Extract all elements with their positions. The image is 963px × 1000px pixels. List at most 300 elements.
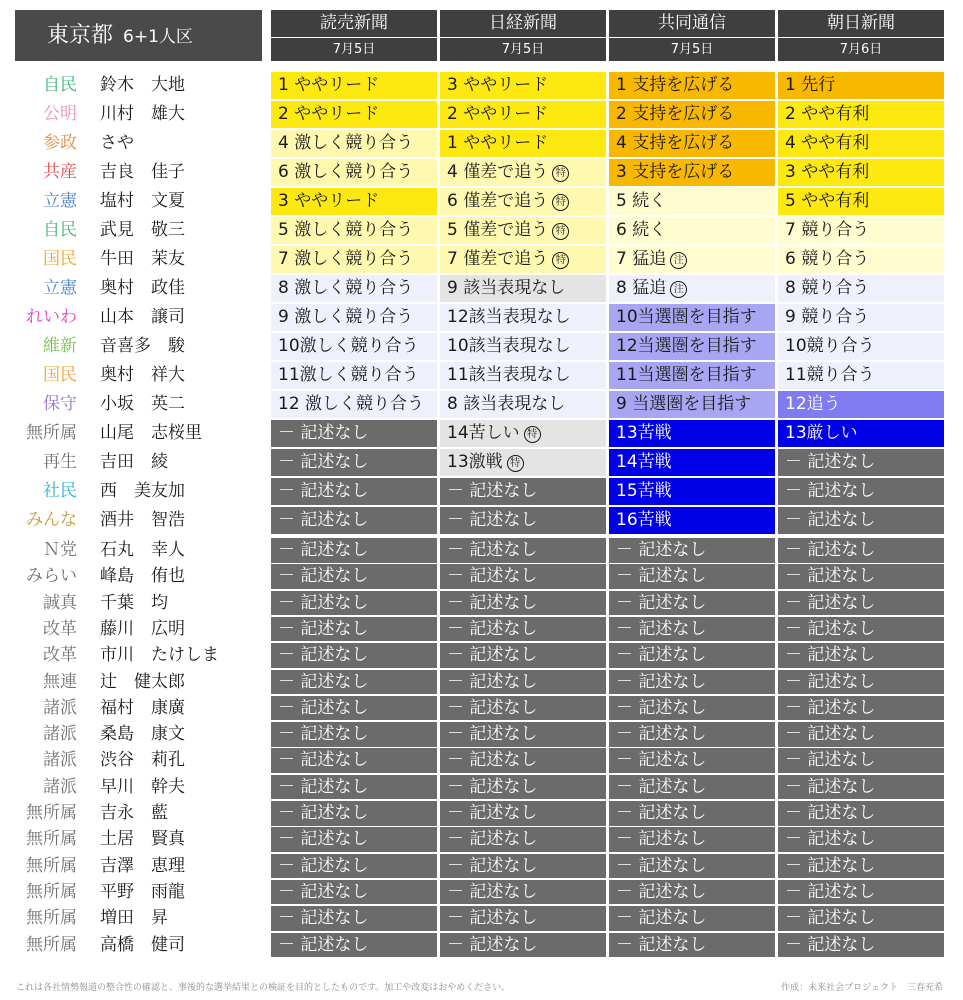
candidate-row-label — [15, 827, 265, 852]
party-label: 立憲 — [43, 191, 77, 211]
forecast-cell — [440, 538, 606, 563]
special-mark-icon: 特 — [552, 165, 569, 182]
forecast-text: － 記述なし — [278, 750, 369, 771]
forecast-cell — [778, 391, 944, 418]
seat-count-label: 6+1人区 — [123, 27, 193, 47]
forecast-cell — [440, 101, 606, 128]
party-label: 自民 — [43, 220, 77, 240]
forecast-text: 4 やや有利 — [785, 133, 870, 153]
forecast-text: 11激しく競り合う — [278, 365, 419, 385]
forecast-text: － 記述なし — [616, 908, 707, 929]
forecast-cell — [440, 906, 606, 931]
forecast-cell — [778, 362, 944, 389]
forecast-text: 8 激しく競り合う — [278, 278, 414, 298]
forecast-cell — [778, 591, 944, 616]
candidate-name: 千葉 均 — [100, 592, 168, 613]
special-mark-icon: 特 — [552, 223, 569, 240]
forecast-cell — [609, 775, 775, 800]
forecast-cell — [271, 507, 437, 534]
forecast-text: 14苦戦 — [616, 452, 672, 472]
forecast-cell — [271, 696, 437, 721]
forecast-text: － 記述なし — [616, 724, 707, 745]
forecast-text: － 記述なし — [785, 855, 876, 876]
forecast-text: 13厳しい — [785, 423, 858, 443]
forecast-text: 10該当表現なし — [447, 336, 571, 356]
forecast-text: 7 激しく競り合う — [278, 249, 414, 269]
forecast-cell — [609, 748, 775, 773]
forecast-text: 4 激しく競り合う — [278, 133, 414, 153]
forecast-text: 6 僅差で追う — [447, 191, 549, 211]
forecast-text: － 記述なし — [447, 566, 538, 587]
forecast-cell — [778, 643, 944, 668]
candidate-name: 山本 譲司 — [100, 307, 185, 327]
forecast-cell — [440, 696, 606, 721]
forecast-cell — [609, 801, 775, 826]
forecast-cell — [778, 722, 944, 747]
forecast-text: 14苦しい — [447, 423, 520, 443]
candidate-row-label — [15, 854, 265, 879]
forecast-cell — [778, 217, 944, 244]
candidate-row-label — [15, 246, 265, 273]
party-label: 諸派 — [43, 697, 77, 718]
forecast-text: － 記述なし — [616, 566, 707, 587]
forecast-cell — [440, 643, 606, 668]
note-mark-icon: 注 — [670, 281, 687, 298]
forecast-cell — [271, 333, 437, 360]
candidate-name: 吉良 佳子 — [100, 162, 185, 182]
party-label: 無所属 — [26, 881, 77, 902]
outlet-header-kyodo: 共同通信 — [609, 10, 775, 37]
forecast-text: － 記述なし — [278, 908, 369, 929]
forecast-cell — [440, 507, 606, 534]
party-label: 公明 — [43, 104, 77, 124]
forecast-text: － 記述なし — [447, 855, 538, 876]
forecast-cell — [778, 420, 944, 447]
forecast-text: － 記述なし — [616, 855, 707, 876]
candidate-row-label — [15, 564, 265, 589]
forecast-cell — [609, 449, 775, 476]
forecast-text: － 記述なし — [278, 776, 369, 797]
candidate-name: 高橋 健司 — [100, 934, 185, 955]
forecast-text: 12当選圏を目指す — [616, 336, 757, 356]
forecast-cell — [778, 801, 944, 826]
forecast-text: － 記述なし — [447, 803, 538, 823]
forecast-cell — [609, 854, 775, 879]
forecast-text: 13苦戦 — [616, 423, 672, 443]
forecast-cell — [271, 564, 437, 589]
candidate-name: 平野 雨龍 — [100, 881, 185, 902]
forecast-cell — [609, 478, 775, 505]
forecast-cell — [440, 333, 606, 360]
forecast-cell — [778, 906, 944, 931]
forecast-text: － 記述なし — [616, 934, 707, 955]
forecast-text: － 記述なし — [785, 592, 876, 613]
forecast-text: － 記述なし — [447, 592, 538, 613]
candidate-name: 辻 健太郎 — [100, 671, 185, 692]
forecast-text: 10当選圏を目指す — [616, 307, 757, 327]
candidate-name: 音喜多 駿 — [100, 336, 185, 356]
forecast-text: 3 ややリード — [278, 191, 380, 211]
party-label: 無所属 — [26, 934, 77, 955]
candidate-row-label — [15, 478, 265, 505]
forecast-text: 12 激しく競り合う — [278, 394, 425, 414]
forecast-cell — [271, 246, 437, 273]
candidate-name: 市川 たけしま — [100, 645, 219, 666]
candidate-row-label — [15, 391, 265, 418]
forecast-text: － 記述なし — [616, 671, 707, 692]
forecast-text: － 記述なし — [616, 776, 707, 797]
forecast-text: － 記述なし — [785, 697, 876, 718]
special-mark-icon: 特 — [507, 455, 524, 472]
party-label: 無所属 — [26, 829, 77, 850]
forecast-cell — [609, 722, 775, 747]
candidate-name: 吉澤 恵理 — [100, 855, 185, 876]
candidate-row-label — [15, 722, 265, 747]
candidate-row-label — [15, 449, 265, 476]
party-label: 無所属 — [26, 803, 77, 823]
forecast-text: 5 激しく競り合う — [278, 220, 414, 240]
candidate-row-label — [15, 933, 265, 958]
forecast-text: － 記述なし — [616, 803, 707, 823]
forecast-cell — [271, 880, 437, 905]
forecast-text: － 記述なし — [278, 618, 369, 639]
candidate-name: 早川 幹夫 — [100, 776, 185, 797]
forecast-text: － 記述なし — [447, 540, 538, 560]
forecast-cell — [609, 130, 775, 157]
forecast-cell — [440, 827, 606, 852]
forecast-text: － 記述なし — [278, 697, 369, 718]
forecast-cell — [778, 304, 944, 331]
forecast-text: 7 競り合う — [785, 220, 870, 240]
forecast-cell — [440, 591, 606, 616]
forecast-text: － 記述なし — [785, 829, 876, 850]
forecast-text: － 記述なし — [447, 510, 538, 530]
candidate-name: 山尾 志桜里 — [100, 423, 202, 443]
forecast-cell — [609, 670, 775, 695]
forecast-cell — [271, 391, 437, 418]
forecast-text: 7 僅差で追う — [447, 249, 549, 269]
forecast-cell — [778, 188, 944, 215]
forecast-cell — [271, 449, 437, 476]
forecast-text: － 記述なし — [447, 724, 538, 745]
forecast-cell — [440, 478, 606, 505]
forecast-text: 12該当表現なし — [447, 307, 571, 327]
forecast-cell — [609, 72, 775, 99]
forecast-cell — [778, 246, 944, 273]
forecast-cell — [271, 478, 437, 505]
forecast-text: 1 ややリード — [447, 133, 549, 153]
forecast-cell — [440, 933, 606, 958]
party-label: 国民 — [43, 249, 77, 269]
candidate-name: 牛田 茉友 — [100, 249, 185, 269]
forecast-text: － 記述なし — [785, 645, 876, 666]
candidate-name: 塩村 文夏 — [100, 191, 185, 211]
forecast-text: － 記述なし — [278, 855, 369, 876]
forecast-text: － 記述なし — [616, 592, 707, 613]
forecast-text: － 記述なし — [785, 671, 876, 692]
special-mark-icon: 特 — [524, 426, 541, 443]
forecast-cell — [609, 246, 775, 273]
forecast-text: 1 先行 — [785, 75, 836, 95]
candidate-name: 川村 雄大 — [100, 104, 185, 124]
forecast-text: 7 猛追 — [616, 249, 667, 269]
forecast-text: 3 やや有利 — [785, 162, 870, 182]
forecast-text: 1 ややリード — [278, 75, 380, 95]
party-label: 保守 — [43, 394, 77, 414]
outlet-date-kyodo: 7月5日 — [609, 38, 775, 61]
forecast-cell — [440, 617, 606, 642]
forecast-text: － 記述なし — [447, 881, 538, 902]
candidate-row-label — [15, 775, 265, 800]
forecast-cell — [271, 72, 437, 99]
candidate-row-label — [15, 420, 265, 447]
forecast-cell — [778, 748, 944, 773]
forecast-text: － 記述なし — [616, 750, 707, 771]
candidate-name: 酒井 智浩 — [100, 510, 185, 530]
forecast-cell — [609, 304, 775, 331]
candidate-name: 西 美友加 — [100, 481, 185, 501]
candidate-name: 鈴木 大地 — [100, 75, 185, 95]
forecast-text: 9 該当表現なし — [447, 278, 566, 298]
forecast-cell — [609, 591, 775, 616]
party-label: 誠真 — [43, 592, 77, 613]
forecast-text: － 記述なし — [278, 803, 369, 823]
outlet-date-asahi: 7月6日 — [778, 38, 944, 61]
forecast-cell — [778, 449, 944, 476]
forecast-cell — [440, 217, 606, 244]
forecast-cell — [271, 591, 437, 616]
forecast-cell — [609, 391, 775, 418]
candidate-row-label — [15, 696, 265, 721]
candidate-row-label — [15, 643, 265, 668]
forecast-cell — [271, 304, 437, 331]
forecast-text: 1 支持を広げる — [616, 75, 735, 95]
forecast-text: 8 猛追 — [616, 278, 667, 298]
forecast-cell — [271, 159, 437, 186]
party-label: 改革 — [43, 618, 77, 639]
candidate-row-label — [15, 130, 265, 157]
candidate-name: 渋谷 莉孔 — [100, 750, 185, 771]
party-label: れいわ — [26, 307, 77, 327]
forecast-cell — [271, 775, 437, 800]
forecast-text: － 記述なし — [616, 881, 707, 902]
forecast-text: 9 競り合う — [785, 307, 870, 327]
party-label: 諸派 — [43, 776, 77, 797]
forecast-text: 5 続く — [616, 191, 667, 211]
forecast-cell — [609, 827, 775, 852]
forecast-cell — [609, 933, 775, 958]
forecast-cell — [440, 670, 606, 695]
outlet-date-nikkei: 7月5日 — [440, 38, 606, 61]
prefecture-label: 東京都 — [47, 23, 114, 48]
forecast-cell — [440, 188, 606, 215]
forecast-text: － 記述なし — [278, 671, 369, 692]
forecast-cell — [609, 159, 775, 186]
forecast-cell — [609, 564, 775, 589]
forecast-cell — [271, 906, 437, 931]
candidate-row-label — [15, 362, 265, 389]
party-label: 無所属 — [26, 855, 77, 876]
forecast-text: － 記述なし — [785, 566, 876, 587]
party-label: 参政 — [43, 133, 77, 153]
candidate-row-label — [15, 72, 265, 99]
candidate-name: 奥村 政佳 — [100, 278, 185, 298]
forecast-text: 9 激しく競り合う — [278, 307, 414, 327]
forecast-text: － 記述なし — [278, 645, 369, 666]
forecast-text: 3 支持を広げる — [616, 162, 735, 182]
party-label: 共産 — [43, 162, 77, 182]
candidate-row-label — [15, 101, 265, 128]
forecast-text: － 記述なし — [278, 592, 369, 613]
forecast-cell — [778, 275, 944, 302]
forecast-cell — [440, 159, 606, 186]
candidate-name: 奥村 祥大 — [100, 365, 185, 385]
forecast-text: 13激戦 — [447, 452, 503, 472]
candidate-name: さや — [100, 133, 134, 153]
forecast-cell — [271, 748, 437, 773]
party-label: 国民 — [43, 365, 77, 385]
candidate-name: 藤川 広明 — [100, 618, 185, 639]
candidate-row-label — [15, 217, 265, 244]
forecast-text: 2 やや有利 — [785, 104, 870, 124]
forecast-cell — [271, 362, 437, 389]
forecast-text: － 記述なし — [616, 829, 707, 850]
forecast-cell — [440, 449, 606, 476]
forecast-cell — [778, 854, 944, 879]
forecast-text: － 記述なし — [447, 776, 538, 797]
forecast-cell — [440, 72, 606, 99]
party-label: 改革 — [43, 645, 77, 666]
forecast-text: 10競り合う — [785, 336, 875, 356]
forecast-text: 4 僅差で追う — [447, 162, 549, 182]
forecast-cell — [440, 420, 606, 447]
forecast-text: － 記述なし — [447, 908, 538, 929]
forecast-cell — [440, 391, 606, 418]
party-label: みんな — [26, 510, 77, 530]
forecast-cell — [271, 420, 437, 447]
forecast-text: 16苦戦 — [616, 510, 672, 530]
candidate-row-label — [15, 304, 265, 331]
forecast-cell — [440, 564, 606, 589]
forecast-cell — [778, 696, 944, 721]
forecast-cell — [440, 880, 606, 905]
forecast-cell — [271, 275, 437, 302]
forecast-cell — [609, 217, 775, 244]
forecast-cell — [440, 854, 606, 879]
forecast-cell — [778, 775, 944, 800]
candidate-row-label — [15, 507, 265, 534]
forecast-text: － 記述なし — [785, 618, 876, 639]
forecast-text: 2 支持を広げる — [616, 104, 735, 124]
forecast-text: － 記述なし — [278, 540, 369, 560]
candidate-row-label — [15, 801, 265, 826]
party-label: 維新 — [43, 336, 77, 356]
candidate-row-label — [15, 880, 265, 905]
forecast-text: － 記述なし — [278, 724, 369, 745]
forecast-text: － 記述なし — [616, 618, 707, 639]
forecast-text: － 記述なし — [785, 481, 876, 501]
forecast-text: 11競り合う — [785, 365, 875, 385]
forecast-cell — [271, 670, 437, 695]
forecast-text: 3 ややリード — [447, 75, 549, 95]
candidate-name: 土居 賢真 — [100, 829, 185, 850]
candidate-name: 峰島 侑也 — [100, 566, 185, 587]
forecast-text: 5 やや有利 — [785, 191, 870, 211]
forecast-text: 15苦戦 — [616, 481, 672, 501]
forecast-text: － 記述なし — [447, 697, 538, 718]
forecast-text: 12追う — [785, 394, 841, 414]
party-label: 諸派 — [43, 750, 77, 771]
forecast-cell — [609, 362, 775, 389]
party-label: 社民 — [43, 481, 77, 501]
forecast-text: 8 該当表現なし — [447, 394, 566, 414]
forecast-cell — [609, 507, 775, 534]
forecast-text: 6 激しく競り合う — [278, 162, 414, 182]
candidate-row-label — [15, 670, 265, 695]
forecast-text: － 記述なし — [278, 829, 369, 850]
special-mark-icon: 特 — [552, 194, 569, 211]
forecast-text: － 記述なし — [785, 881, 876, 902]
candidate-row-label — [15, 906, 265, 931]
note-mark-icon: 注 — [670, 252, 687, 269]
forecast-text: － 記述なし — [447, 671, 538, 692]
forecast-cell — [271, 130, 437, 157]
forecast-cell — [271, 617, 437, 642]
forecast-cell — [440, 304, 606, 331]
forecast-cell — [778, 617, 944, 642]
candidate-row-label — [15, 538, 265, 563]
candidate-name: 石丸 幸人 — [100, 540, 185, 560]
footer-note: これは各社情勢報道の整合性の確認と、事後的な選挙結果との検証を目的としたものです。加工や改変はおやめください。 — [16, 983, 511, 993]
forecast-text: － 記述なし — [278, 481, 369, 501]
forecast-cell — [609, 333, 775, 360]
forecast-text: － 記述なし — [616, 540, 707, 560]
party-label: 再生 — [43, 452, 77, 472]
forecast-cell — [271, 188, 437, 215]
special-mark-icon: 特 — [552, 252, 569, 269]
forecast-cell — [271, 827, 437, 852]
forecast-text: 11該当表現なし — [447, 365, 571, 385]
forecast-cell — [271, 854, 437, 879]
forecast-text: － 記述なし — [447, 750, 538, 771]
forecast-cell — [778, 333, 944, 360]
forecast-text: － 記述なし — [278, 423, 369, 443]
forecast-text: － 記述なし — [616, 697, 707, 718]
forecast-cell — [609, 906, 775, 931]
candidate-row-label — [15, 591, 265, 616]
forecast-cell — [271, 933, 437, 958]
forecast-cell — [609, 538, 775, 563]
forecast-text: 9 当選圏を目指す — [616, 394, 752, 414]
forecast-cell — [778, 670, 944, 695]
forecast-text: 11当選圏を目指す — [616, 365, 757, 385]
forecast-cell — [778, 827, 944, 852]
forecast-text: － 記述なし — [447, 645, 538, 666]
party-label: 諸派 — [43, 724, 77, 745]
forecast-cell — [778, 507, 944, 534]
forecast-cell — [440, 130, 606, 157]
forecast-cell — [609, 420, 775, 447]
forecast-text: 2 ややリード — [278, 104, 380, 124]
forecast-cell — [778, 880, 944, 905]
forecast-cell — [271, 538, 437, 563]
candidate-name: 桑島 康文 — [100, 724, 185, 745]
forecast-text: － 記述なし — [278, 510, 369, 530]
party-label: 自民 — [43, 75, 77, 95]
forecast-cell — [440, 275, 606, 302]
forecast-text: － 記述なし — [278, 452, 369, 472]
forecast-cell — [778, 478, 944, 505]
